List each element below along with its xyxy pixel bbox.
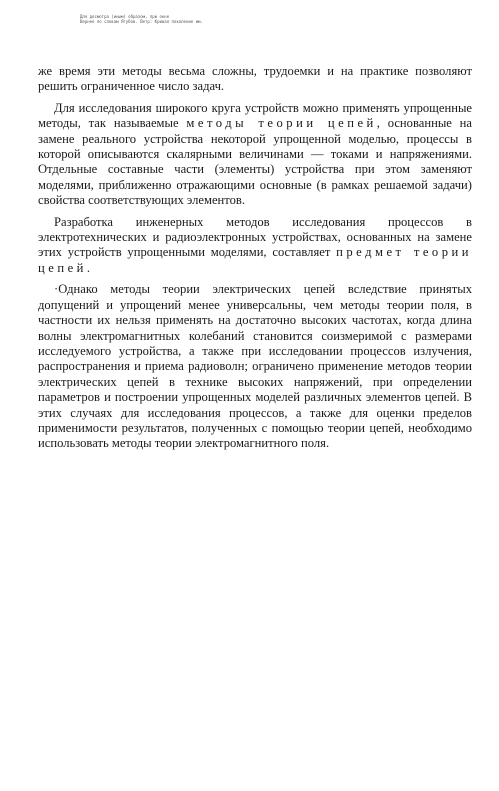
paragraph-text: , основанные на замене реального устройства некоторой упрощенной моделью, процессы в которой описываются скалярными величинами — токами и напряжениями. Отдельные составные части (элементы) устройства при этом заменяют моделями, приближенно отражающими основные (в рамках решаемой задачи) свойства соответствующих элементов.	[38, 116, 473, 208]
body-text	[38, 64, 472, 458]
emphasis-term: предмет теории цепей	[38, 245, 472, 275]
paragraph-text: Для исследования широкого круга устройств можно применять упрощенные методы, так называемые	[38, 100, 472, 131]
paragraph-text: ·Однако методы теории электрических цепей вследствие принятых допущений и упрощений менее универсальны, чем методы теории поля, в частности их нельзя применять на достаточно высоких частотах, когда длина волны электромагнитных колебаний становится соизмеримой с размерами исследуемого устройства, а также при исследовании процессов излучения, распространения и приема радиоволн; ограничено применение методов теории электрических цепей в технике высоких напряжений, при определении параметров и построении упрощенных моделей различных элементов цепей. В этих случаях для исследования процессов, а также для оценки пределов применимости результатов, полученных с помощью теории цепей, необходимо использовать методы теории электромагнитного поля.	[38, 282, 472, 451]
paragraph-text: .	[86, 260, 91, 275]
emphasis-term: методы теории цепей	[186, 116, 377, 131]
stamp-line-1: Для досмотра (иным) образом, при окне	[80, 14, 170, 19]
paragraph-circuit-methods	[38, 101, 472, 209]
paragraph-text: же время эти методы весьма сложны, трудоемки и на практике позволяют решить ограниченное число задач.	[38, 64, 472, 94]
paragraph-text: Разработка инженерных методов исследования процессов в электротехнических и радиоэлектронных устройствах, основанных на замене этих устройств упрощенными моделями, составляет	[38, 214, 472, 260]
library-stamp	[80, 14, 230, 24]
paragraph-limitations	[38, 282, 472, 451]
paragraph-continuation	[38, 64, 472, 95]
paragraph-subject	[38, 215, 472, 277]
stamp-line-2: Вернее по словам Ягубов. Ветр: Кривая поколение им.	[80, 19, 203, 24]
